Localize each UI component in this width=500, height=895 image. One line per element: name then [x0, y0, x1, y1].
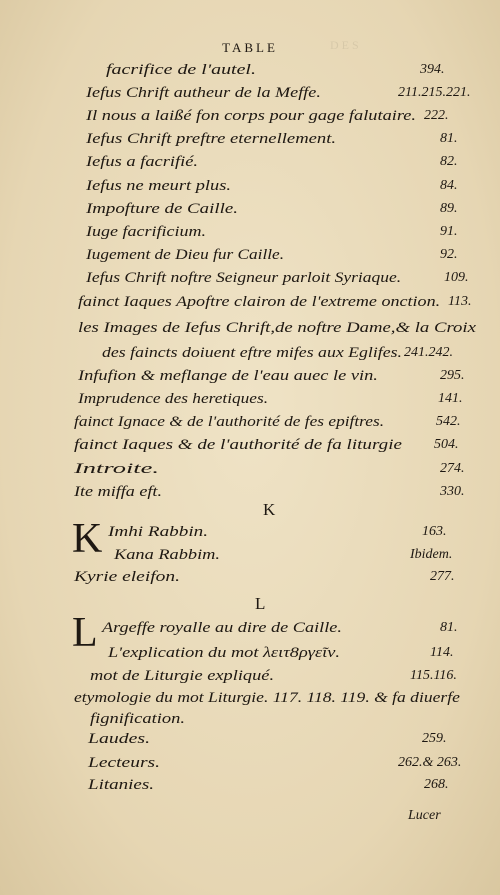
entry-page-ref: 115.116. — [410, 668, 457, 683]
entry-text: Litanies. — [88, 777, 155, 793]
entry-text: Iefus ne meurt plus. — [86, 178, 231, 194]
entry-page-ref: 114. — [430, 645, 454, 660]
entry-page-ref: 82. — [440, 154, 458, 169]
entry-text: Iugement de Dieu fur Caille. — [86, 247, 285, 263]
entry-text: Argeffe royalle au dire de Caille. — [102, 620, 342, 636]
entry-text: Iuge facrificium. — [86, 224, 206, 240]
entry-page-ref: 241.242. — [404, 345, 453, 360]
index-i-entry — [0, 391, 500, 411]
section-heading-l: L — [255, 594, 266, 613]
entry-text: fainct Iaques Apoftre clairon de l'extreme onction. — [78, 294, 441, 310]
entry-page-ref: 330. — [440, 484, 465, 499]
entry-page-ref: 84. — [440, 178, 458, 193]
entry-page-ref: 163. — [422, 524, 447, 539]
index-i-entry — [0, 224, 500, 244]
entry-text: les Images de Iefus Chrift,de noftre Dame,& la Croix — [78, 320, 476, 336]
entry-page-ref: 222. — [424, 108, 449, 123]
entry-page-ref: 295. — [440, 368, 465, 383]
index-l-entry — [0, 755, 500, 775]
entry-page-ref: 89. — [440, 201, 458, 216]
entry-page-ref: 92. — [440, 247, 458, 262]
index-l-entry — [0, 731, 500, 751]
entry-page-ref: 259. — [422, 731, 447, 746]
index-l-entry — [0, 668, 500, 688]
index-i-entry — [0, 320, 500, 340]
entry-text: Iefus Chrift preftre eternellement. — [86, 131, 337, 147]
entry-text: Ite miffa eft. — [74, 484, 162, 500]
entry-text: des faincts doiuent eftre mifes aux Eglifes. — [102, 345, 402, 361]
entry-page-ref: 394. — [420, 62, 445, 77]
entry-page-ref: 504. — [434, 437, 459, 452]
index-i-entry — [0, 368, 500, 388]
entry-text: Kyrie eleifon. — [74, 569, 180, 585]
index-i-entry — [0, 178, 500, 198]
bleed-through-text: DES — [330, 38, 362, 52]
index-i-entry — [0, 247, 500, 267]
index-i-entry — [0, 461, 500, 481]
entry-text: Imprudence des heretiques. — [78, 391, 269, 407]
index-i-entry — [0, 414, 500, 434]
section-heading-k: K — [263, 500, 276, 519]
catchword: Lucer — [408, 808, 441, 823]
entry-text: mot de Liturgie expliqué. — [90, 668, 275, 684]
index-i-entry — [0, 201, 500, 221]
index-l-entry — [0, 711, 500, 731]
index-l-entry — [0, 777, 500, 797]
index-i-entry — [0, 154, 500, 174]
entry-text: Infufion & meflange de l'eau auec le vin. — [78, 368, 378, 384]
entry-page-ref: 109. — [444, 270, 469, 285]
dropcap-l: L — [72, 610, 98, 656]
entry-page-ref: 211.215.221. — [398, 85, 471, 100]
entry-page-ref: 81. — [440, 131, 458, 146]
entry-page-ref: 277. — [430, 569, 455, 584]
entry-page-ref: 113. — [448, 294, 472, 309]
index-l-entry — [0, 620, 500, 640]
entry-page-ref: 262.& 263. — [398, 755, 462, 770]
entry-text: fainct Iaques & de l'authorité de fa liturgie — [74, 437, 402, 453]
index-i-entry — [0, 484, 500, 504]
entry-page-ref: 141. — [438, 391, 463, 406]
index-i-entry — [0, 437, 500, 457]
entry-text: Introite. — [74, 461, 160, 477]
dropcap-k: K — [72, 516, 103, 562]
entry-text: Iefus a facrifié. — [86, 154, 199, 170]
entry-page-ref: 268. — [424, 777, 449, 792]
entry-text: fainct Ignace & de l'authorité de fes epiftres. — [74, 414, 385, 430]
index-i-entry — [0, 345, 500, 365]
index-i-entry — [0, 270, 500, 290]
index-i-entry — [0, 62, 500, 82]
entry-text: fignification. — [90, 711, 185, 727]
entry-text: Il nous a laißé fon corps pour gage falutaire. — [86, 108, 417, 124]
index-k-entry — [0, 569, 500, 589]
index-l-entry — [0, 645, 500, 665]
entry-page-ref: Ibidem. — [410, 547, 453, 562]
entry-text: Iefus Chrift noftre Seigneur parloit Syriaque. — [86, 270, 402, 286]
entry-text: etymologie du mot Liturgie. 117. 118. 119. & fa diuerfe — [74, 690, 460, 706]
entry-text: facrifice de l'autel. — [106, 62, 256, 78]
index-i-entry — [0, 85, 500, 105]
entry-page-ref: 91. — [440, 224, 458, 239]
entry-text: Lecteurs. — [88, 755, 160, 771]
entry-text: Imhi Rabbin. — [108, 524, 209, 540]
index-l-entry — [0, 690, 500, 710]
entry-page-ref: 542. — [436, 414, 461, 429]
index-i-entry — [0, 131, 500, 151]
entry-text: Impofture de Caille. — [86, 201, 238, 217]
entry-text: L'explication du mot λειτ8ργεῖν. — [108, 645, 340, 661]
index-i-entry — [0, 108, 500, 128]
entry-text: Iefus Chrift autheur de la Meffe. — [86, 85, 321, 101]
running-head: TABLE — [222, 40, 278, 55]
index-k-entry — [0, 547, 500, 567]
index-k-entry — [0, 524, 500, 544]
index-i-entry — [0, 294, 500, 314]
entry-text: Kana Rabbim. — [114, 547, 220, 563]
entry-page-ref: 81. — [440, 620, 458, 635]
entry-text: Laudes. — [88, 731, 151, 747]
entry-page-ref: 274. — [440, 461, 465, 476]
